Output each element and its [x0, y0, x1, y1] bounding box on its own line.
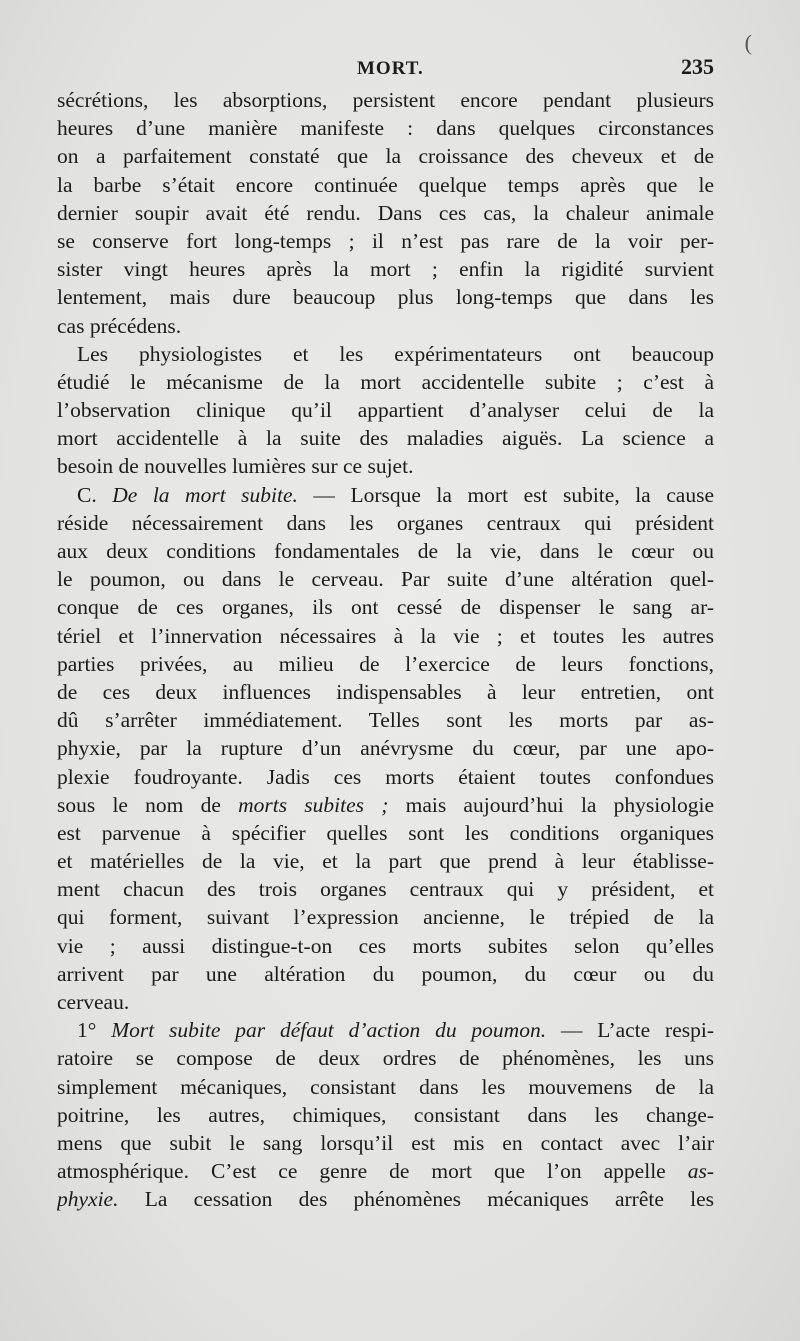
text-run: C. [77, 482, 113, 507]
text-line [57, 452, 714, 480]
text-run: la barbe s’était encore continuée quelque temps après que le [57, 172, 714, 197]
text-run: l’observation clinique qu’il appartient d’analyser celui de la [57, 398, 714, 423]
text-run: est parvenue à spécifier quelles sont les conditions organiques [57, 820, 714, 845]
text-run: phyxie, par la rupture d’un anévrysme du cœur, par une apo- [57, 736, 714, 761]
text-run: sécrétions, les absorptions, persistent encore pendant plusieurs [57, 88, 714, 112]
text-run: aux deux conditions fondamentales de la vie, dans le cœur ou [57, 539, 714, 563]
text-run: mens que subit le sang lorsqu’il est mis en contact avec l’air [57, 1130, 714, 1155]
text-line [57, 424, 714, 452]
text-line [57, 171, 714, 199]
text-line [57, 227, 714, 255]
text-run: simplement mécaniques, consistant dans les mouvemens de la [57, 1074, 714, 1099]
text-run: cas précédens. [57, 313, 182, 338]
text-line [57, 1129, 714, 1157]
text-run: mort accidentelle à la suite des maladies aiguës. La science a [57, 426, 714, 451]
italic-text-run: De la mort subite. [112, 482, 298, 507]
text-run: 1° [77, 1018, 112, 1043]
text-run: cerveau. [57, 990, 130, 1014]
text-line [57, 763, 714, 791]
margin-mark: ( [744, 30, 752, 55]
text-run: mais aujourd’hui la physiologie [388, 792, 714, 817]
text-line [57, 509, 714, 537]
text-run: on a parfaitement constaté que la croissance des cheveux et de [57, 144, 714, 169]
text-run: conque de ces organes, ils ont cessé de dispenser le sang ar- [57, 595, 714, 620]
body-text [57, 86, 714, 1214]
text-run: lentement, mais dure beaucoup plus long-temps que dans les [57, 285, 714, 310]
italic-text-run: Mort subite par défaut d’action du poumon. [111, 1018, 547, 1043]
text-line [57, 903, 714, 931]
text-line [57, 678, 714, 706]
text-run: Les physiologistes et les expérimentateurs ont beaucoup [77, 341, 714, 366]
text-line [57, 622, 714, 650]
text-run: poitrine, les autres, chimiques, consistant dans les change- [57, 1102, 714, 1127]
text-line [57, 847, 714, 875]
text-line [57, 142, 714, 170]
text-run: se conserve fort long-temps ; il n’est pas rare de la voir per- [57, 228, 714, 253]
text-line [57, 1016, 714, 1044]
italic-text-run: morts subites ; [238, 792, 389, 817]
text-line [57, 706, 714, 734]
text-line [57, 1073, 714, 1101]
text-run: sister vingt heures après la mort ; enfin la rigidité survient [57, 257, 714, 282]
text-line [57, 1185, 714, 1213]
text-line [57, 1044, 714, 1072]
running-title: MORT. [357, 58, 424, 79]
text-line [57, 312, 714, 340]
text-line [57, 1101, 714, 1129]
text-run: arrivent par une altération du poumon, du cœur ou du [57, 961, 714, 986]
text-line [57, 988, 714, 1016]
text-run: étudié le mécanisme de la mort accidentelle subite ; c’est à [57, 369, 714, 394]
text-line [57, 199, 714, 227]
text-line [57, 791, 714, 819]
text-run: ratoire se compose de deux ordres de phénomènes, les uns [57, 1046, 714, 1071]
text-line [57, 86, 714, 114]
text-line [57, 593, 714, 621]
text-line [57, 734, 714, 762]
text-line [57, 340, 714, 368]
text-run: et matérielles de la vie, et la part que prend à leur établisse- [57, 849, 714, 874]
text-run: plexie foudroyante. Jadis ces morts étaient toutes confondues [57, 764, 714, 789]
text-run: — L’acte respi- [546, 1018, 714, 1043]
text-run: sous le nom de [57, 792, 239, 817]
text-run: de ces deux influences indispensables à leur entretien, ont [57, 679, 714, 704]
text-line [57, 368, 714, 396]
text-run: besoin de nouvelles lumières sur ce sujet. [57, 454, 414, 479]
text-run: dernier soupir avait été rendu. Dans ces cas, la chaleur animale [57, 200, 714, 225]
text-line [57, 650, 714, 678]
text-line [57, 114, 714, 142]
text-run: ment chacun des trois organes centraux qui y président, et [57, 877, 714, 902]
text-run: atmosphérique. C’est ce genre de mort que l’on appelle [57, 1159, 688, 1184]
text-run: qui forment, suivant l’expression ancienne, le trépied de la [57, 905, 714, 930]
text-line [57, 932, 714, 960]
page-number: 235 [681, 54, 714, 79]
text-run: vie ; aussi distingue-t-on ces morts subites selon qu’elles [57, 933, 714, 958]
text-line [57, 255, 714, 283]
italic-text-run: as- [687, 1159, 714, 1184]
text-line [57, 481, 714, 509]
text-run: parties privées, au milieu de l’exercice de leurs fonctions, [57, 651, 714, 676]
text-line [57, 565, 714, 593]
text-run: — Lorsque la mort est subite, la cause [297, 482, 714, 507]
text-line [57, 875, 714, 903]
text-run: réside nécessairement dans les organes centraux qui président [57, 510, 714, 535]
text-run: heures d’une manière manifeste : dans quelques circonstances [57, 116, 714, 141]
text-run: tériel et l’innervation nécessaires à la vie ; et toutes les autres [57, 623, 714, 648]
text-line [57, 283, 714, 311]
page-header [57, 52, 714, 82]
text-run: La cessation des phénomènes mécaniques arrête les [118, 1187, 714, 1212]
text-line [57, 537, 714, 565]
text-line [57, 1157, 714, 1185]
text-run: dû s’arrêter immédiatement. Telles sont les morts par as- [57, 708, 714, 733]
text-run: le poumon, ou dans le cerveau. Par suite d’une altération quel- [57, 567, 714, 592]
text-line [57, 960, 714, 988]
italic-text-run: phyxie. [57, 1187, 119, 1212]
text-line [57, 396, 714, 424]
text-line [57, 819, 714, 847]
